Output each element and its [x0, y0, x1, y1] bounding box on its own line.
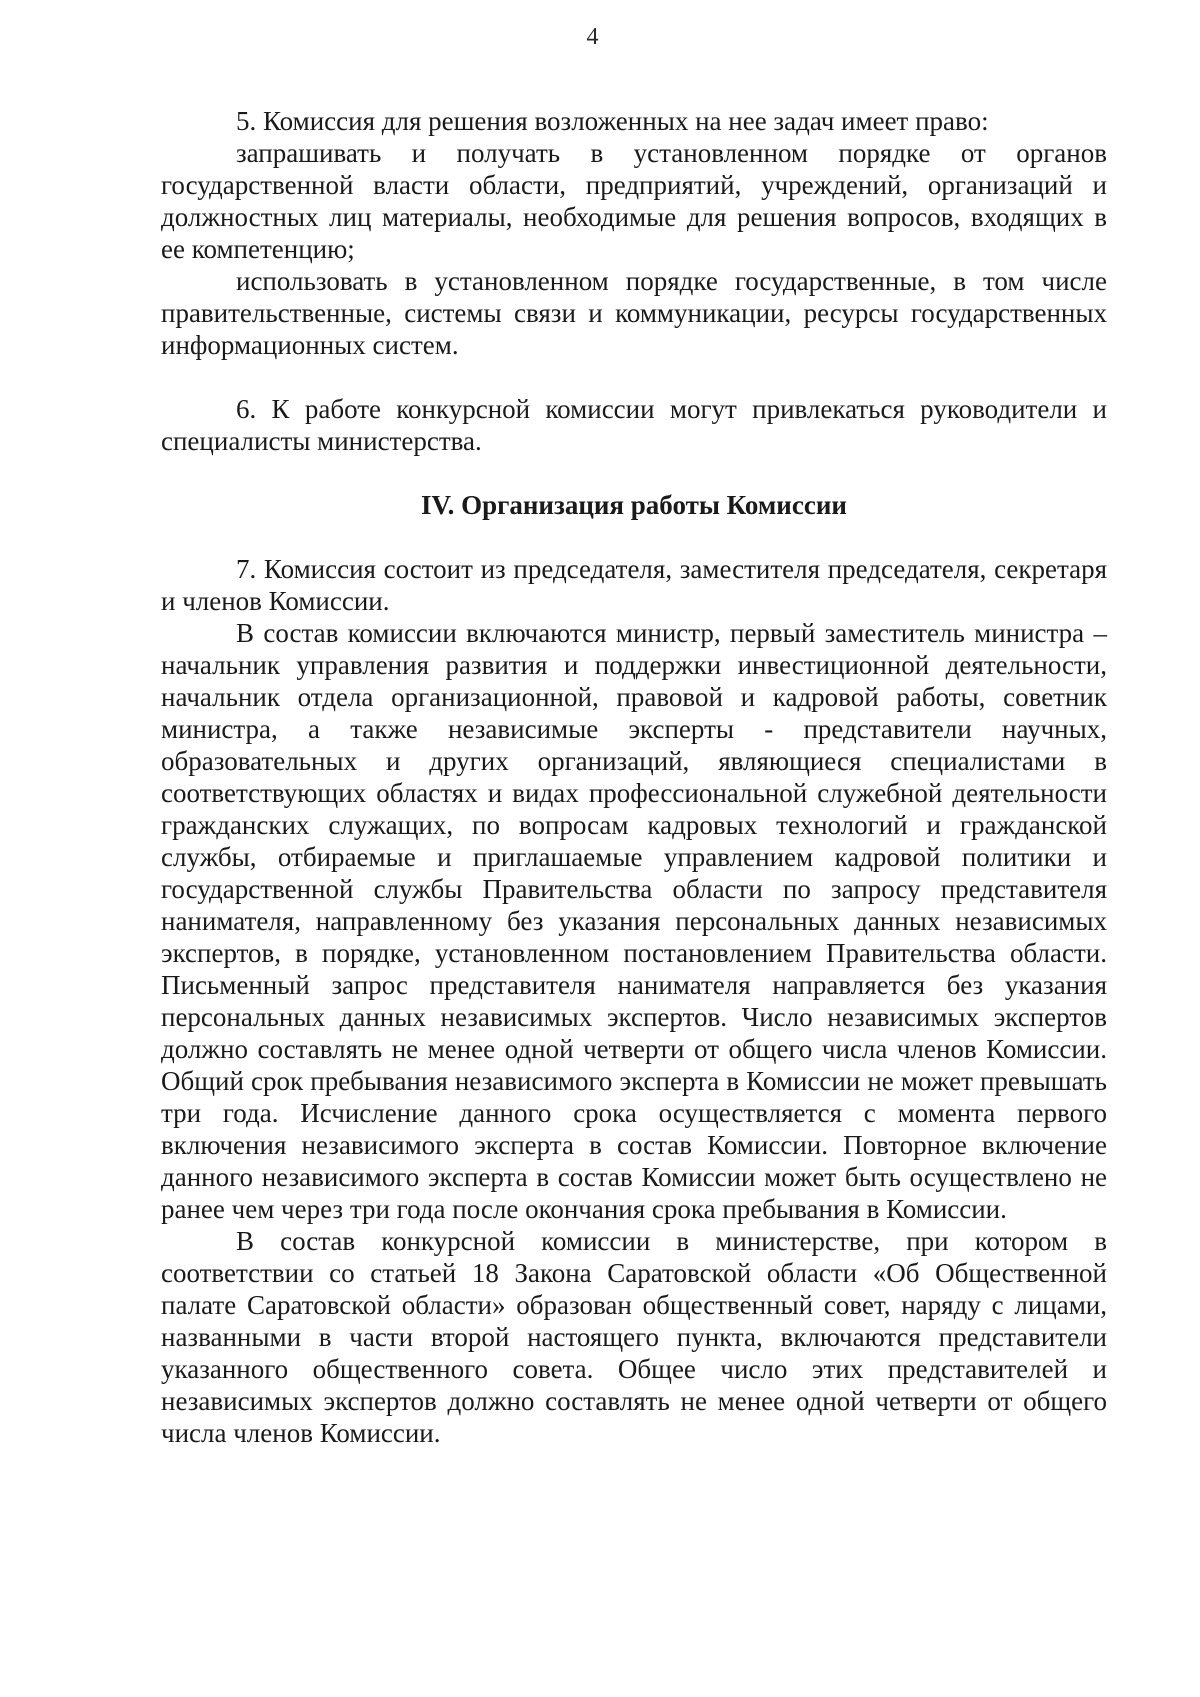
paragraph-6: 6. К работе конкурсной комиссии могут привлекаться руководители и специалисты министерства.: [161, 394, 1107, 456]
section-heading: IV. Организация работы Комиссии: [421, 490, 847, 520]
paragraph-5-intro: 5. Комиссия для решения возложенных на нее задач имеет право:: [236, 106, 989, 136]
paragraph-public-council: В состав конкурсной комиссии в министерстве, при котором в соответствии со статьей 18 Закона Саратовской области «Об Общественной палате Саратовской области» образован общественный совет, наряду с лицами, названными в части второй настоящего пункта, включаются представители указанного общественного совета. Общее число этих представителей и независимых экспертов должно составлять не менее одной четверти от общего числа членов Комиссии.: [161, 1226, 1107, 1448]
page-number: 4: [586, 24, 599, 50]
paragraph-5-item-use: использовать в установленном порядке государственные, в том числе правительственные, системы связи и коммуникации, ресурсы государственных информационных систем.: [161, 266, 1107, 360]
paragraph-5-item-request: запрашивать и получать в установленном порядке от органов государственной власти области, предприятий, учреждений, организаций и должностных лиц материалы, необходимые для решения вопросов, входящих в ее компетенцию;: [161, 138, 1107, 264]
document-body: [161, 105, 1107, 1449]
paragraph-7: 7. Комиссия состоит из председателя, заместителя председателя, секретаря и членов Комиссии.: [161, 554, 1107, 616]
paragraph-composition: В состав комиссии включаются министр, первый заместитель министра – начальник управления развития и поддержки инвестиционной деятельности, начальник отдела организационной, правовой и кадровой работы, советник министра, а также независимые эксперты - представители научных, образовательных и других организаций, являющиеся специалистами в соответствующих областях и видах профессиональной служебной деятельности гражданских служащих, по вопросам кадровых технологий и гражданской службы, отбираемые и приглашаемые управлением кадровой политики и государственной службы Правительства области по запросу представителя нанимателя, направленному без указания персональных данных независимых экспертов, в порядке, установленном постановлением Правительства области. Письменный запрос представителя нанимателя направляется без указания персональных данных независимых экспертов. Число независимых экспертов должно составлять не менее одной четверти от общего числа членов Комиссии. Общий срок пребывания независимого эксперта в Комиссии не может превышать три года. Исчисление данного срока осуществляется с момента первого включения независимого эксперта в состав Комиссии. Повторное включение данного независимого эксперта в состав Комиссии может быть осуществлено не ранее чем через три года после окончания срока пребывания в Комиссии.: [161, 618, 1107, 1224]
